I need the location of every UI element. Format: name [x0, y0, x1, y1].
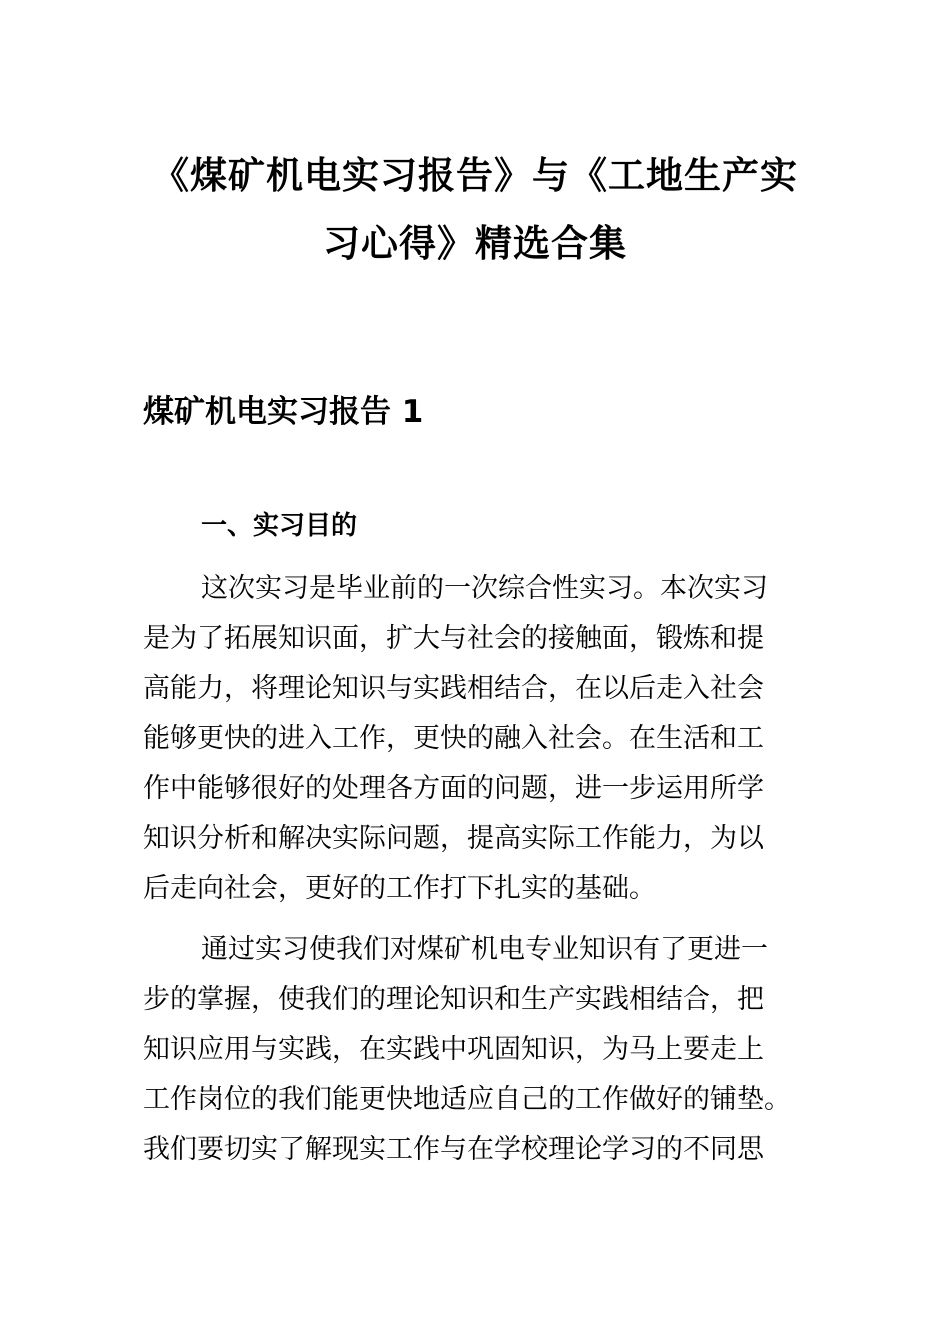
section-heading: 煤矿机电实习报告 1: [143, 394, 424, 430]
paragraph-line: 我们要切实了解现实工作与在学校理论学习的不同思: [143, 1134, 764, 1165]
document-title: [130, 142, 820, 278]
paragraph-line: 知识应用与实践，在实践中巩固知识，为马上要走上: [143, 1034, 764, 1065]
paragraph-line: 高能力，将理论知识与实践相结合，在以后走入社会: [143, 673, 764, 704]
paragraph-line: 能够更快的进入工作，更快的融入社会。在生活和工: [143, 723, 764, 754]
paragraph-line: 这次实习是毕业前的一次综合性实习。本次实习: [201, 573, 768, 604]
paragraph-line: 作中能够很好的处理各方面的问题，进一步运用所学: [143, 773, 764, 804]
title-line: 习心得》精选合集: [323, 222, 627, 265]
paragraph: [143, 564, 833, 914]
paragraph-line: 知识分析和解决实际问题，提高实际工作能力，为以: [143, 823, 764, 854]
paragraph: [143, 925, 833, 1175]
paragraph-line: 后走向社会，更好的工作打下扎实的基础。: [143, 873, 656, 904]
paragraph-line: 步的掌握，使我们的理论知识和生产实践相结合，把: [143, 984, 764, 1015]
paragraph-line: 通过实习使我们对煤矿机电专业知识有了更进一: [201, 934, 768, 965]
paragraph-line: 是为了拓展知识面，扩大与社会的接触面，锻炼和提: [143, 623, 764, 654]
title-line: 《煤矿机电实习报告》与《工地生产实: [152, 154, 798, 197]
sub-heading: 一、实习目的: [201, 511, 358, 541]
paragraph-line: 工作岗位的我们能更快地适应自己的工作做好的铺垫。: [143, 1084, 791, 1115]
